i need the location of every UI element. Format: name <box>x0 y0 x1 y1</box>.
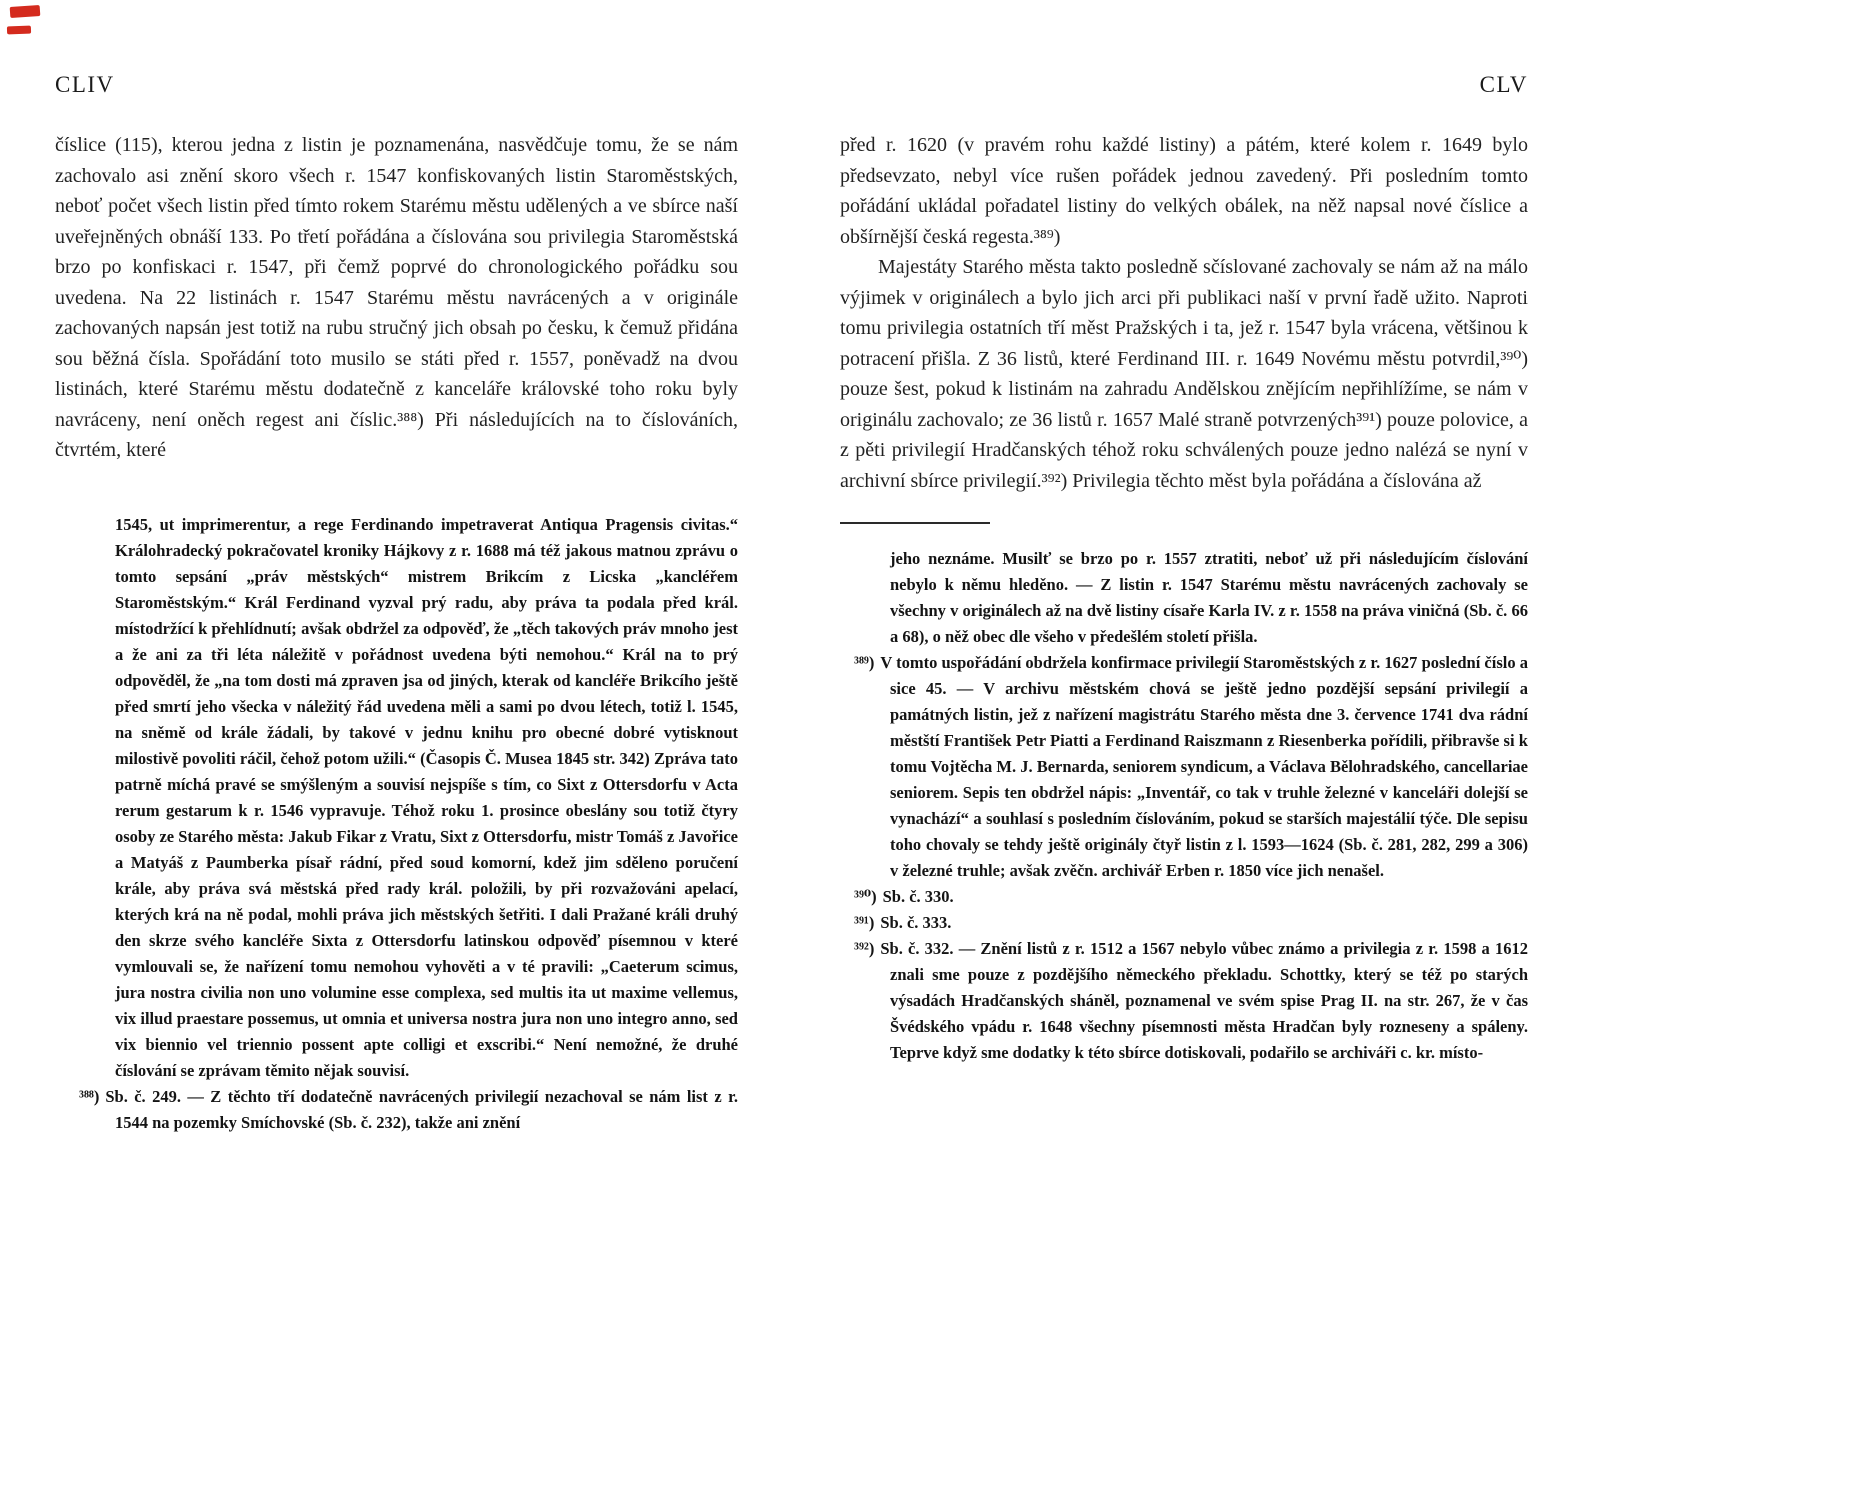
right-footnote-block <box>854 546 1528 1066</box>
right-body-paragraph-2: Majestáty Starého města takto posledně sčíslované zachovaly se nám až na málo výjimek v originálech a bylo jich arci při publikaci naší v první řadě užito. Naproti tomu privilegia ostatních tří měst Pražských i ta, jež r. 1547 byla vrácena, většinou k potracení přišla. Z 36 listů, které Ferdinand III. r. 1649 Novému městu potvrdil,³⁹⁰) pouze šest, pokud k listinám na zahradu Andělskou znějícím nepřihlížíme, se nám v originálu zachovalo; ze 36 listů r. 1657 Malé straně potvrzených³⁹¹) pouze polovice, a z pěti privilegií Hradčanských téhož roku schválených pouze jedno nalézá se nyní v archivní sbírce privilegií.³⁹²) Privilegia těchto měst byla pořádána a číslována až <box>840 256 1528 492</box>
left-body-paragraph: číslice (115), kterou jedna z listin je poznamenána, nasvědčuje tomu, že se nám zachovalo asi znění skoro všech r. 1547 konfiskovaných listin Staroměstských, neboť počet všech listin před tímto rokem Starému městu udělených a ve sbírce naší uveřejněných obnáší 133. Po třetí pořádána a číslována sou privilegia Staroměstská brzo po konfiskaci r. 1547, při čemž poprvé do chronologického pořádku sou uvedena. Na 22 listinách r. 1547 Starému městu navrácených a v originále zachovaných napsán jest totiž na rubu stručný jich obsah po česku, k čemuž přidána sou běžná čísla. Spořádání toto musilo se státi před r. 1557, poněvadž na dvou listinách, které Starému městu dodatečně z kanceláře královské toho roku byly navráceny, není oněch regest ani číslic.³⁸⁸) Při následujících na to číslováních, čtvrtém, které <box>55 134 738 461</box>
footnote-390 <box>854 884 1528 910</box>
footnote-text-389: V tomto uspořádání obdržela konfirmace privilegií Staroměstských z r. 1627 poslední číslo a sice 45. — V archivu městském chová se ještě jedno pozdější sepsání privilegií a památných listin, jež z nařízení magistrátu Starého města dne 3. července 1741 dva rádní městští František Petr Piatti a Ferdinand Raiszmann z Riesenberka pořídili, přibravše si k tomu Vojtěcha M. J. Bernarda, seniorem syndicum, a Václava Bělohradského, cancellariae seniorem. Sepis ten obdržel nápis: „Inventář, co tak v truhle železné v kanceláři dolejší se vynachází“ a souhlasí s posledním číslováním, pokud se starších majestálií týče. Dle sepisu toho chovaly se tehdy ještě originály čtyř listin z l. 1593—1624 (Sb. č. 281, 282, 299 a 306) v železné truhle; avšak zvěčn. archivář Erben r. 1850 více jich nenašel. <box>880 653 1528 880</box>
footnote-marker-390: ³⁹⁰) <box>854 887 877 906</box>
footnote-text-390: Sb. č. 330. <box>882 887 954 906</box>
footnote-388 <box>79 1084 738 1136</box>
footnote-continuation-left: 1545, ut imprimerentur, a rege Ferdinando impetraverat Antiqua Pragensis civitas.“ Králohradecký pokračovatel kroniky Hájkovy z r. 1688 má též jakous matnou zprávu o tomto sepsání „práv městských“ mistrem Brikcím z Licska „kancléřem Staroměstským.“ Král Ferdinand vyzval prý radu, aby práva ta podala před král. místodržící k přehlídnutí; avšak obdržel za odpověď, že „těch takových práv mnoho jest a že ani za tři léta náležitě v pořádnost uvedena býti nemohou.“ Král na to prý odpověděl, že „na tom dosti má zpraven jsa od jiných, kterak od kancléře Brikcího ještě před smrtí jeho všecka v náležitý řád uvedena měli a sami po dvou létech, totiž l. 1545, na sněmě od krále žádali, by takové v jednu knihu pro obecné dobré vytisknout milostivě povoliti ráčil, čehož potom užili.“ (Časopis Č. Musea 1845 str. 342) Zpráva tato patrně míchá pravé se smýšleným a souvisí nejspíše s tím, co Sixt z Ottersdorfu v Acta rerum gestarum k r. 1546 vypravuje. Téhož roku 1. prosince obeslány sou totiž čtyry osoby ze Starého města: Jakub Fikar z Vratu, Sixt z Ottersdorfu, mistr Tomáš z Javořice a Matyáš z Paumberka písař rádní, před soud komorní, kdež jim sděleno poručení krále, aby práva svá městská před rady král. položili, by při rozvažováni apelací, kterých krá na ně podal, mohli práva jich městských šetřiti. I dali Pražané králi druhý den skrze svého kancléře Sixta z Ottersdorfu latinskou odpověď písemnou v které vymlouvali se, že nařízení tomu nemohou vyhověti a v té pravili: „Caeterum scimus, jura nostra civilia non uno volumine esse complexa, sed multis ita ut maxime vellemus, vix illud praestare possemus, ut omnia et universa nostra jura non uno integro anno, sed vix biennio vel triennio possent apte colligi et exscribi.“ Není nemožné, že druhé číslování se zprávam těmito nějak souvisí. <box>115 514 738 1080</box>
right-page <box>840 0 1528 1066</box>
left-page <box>55 0 738 1136</box>
footnote-marker-388: ³⁸⁸) <box>79 1086 100 1106</box>
right-body-paragraph-1: před r. 1620 (v pravém rohu každé listiny) a pátém, které kolem r. 1649 bylo předsevzato, nebyl více rušen pořádek jednou zavedený. Při posledním tomto pořádání ukládal pořadatel listiny do velkých obálek, na něž napsal nové číslice a obšírnější česká regesta.³⁸⁹) <box>840 134 1528 248</box>
left-footnote-block <box>79 512 738 1136</box>
footnote-separator-rule <box>840 522 990 524</box>
footnote-391 <box>854 910 1528 936</box>
footnote-389 <box>854 650 1528 884</box>
footnote-text-392: Sb. č. 332. — Znění listů z r. 1512 a 1567 nebylo vůbec známo a privilegia z r. 1598 a 1612 znali sme pouze z pozdějšího německého překladu. Schottky, který se též po starých výsadách Hradčanských sháněl, poznamenal ve svém spise Prag II. na str. 267, že v čas Švédského vpádu r. 1648 všechny písemnosti města Hradčan byly rozneseny a spáleny. Teprve když sme dodatky k této sbírce dotiskovali, podařilo se archiváři c. kr. místo- <box>880 939 1528 1062</box>
footnote-392 <box>854 936 1528 1066</box>
footnote-separator-wrap <box>840 522 1528 524</box>
page-number-right: CLV <box>1479 72 1528 97</box>
red-pen-mark <box>7 26 31 35</box>
footnote-marker-392: ³⁹²) <box>854 939 875 958</box>
footnote-marker-389: ³⁸⁹) <box>854 653 875 672</box>
red-pen-mark <box>10 5 41 18</box>
footnote-text-388: Sb. č. 249. — Z těchto tří dodatečně navrácených privilegií nezachoval se nám list z r. 1544 na pozemky Smíchovské (Sb. č. 232), takže ani znění <box>105 1086 738 1132</box>
footnote-continuation-right: jeho neznáme. Musilť se brzo po r. 1557 ztratiti, neboť už při následujícím číslování nebylo k němu hleděno. — Z listin r. 1547 Starému městu navrácených zachovaly se všechny v originálech až na dvě listiny císaře Karla IV. z r. 1558 na práva viničná (Sb. č. 66 a 68), o něž obec dle všeho v předešlém století přišla. <box>890 549 1528 646</box>
footnote-text-391: Sb. č. 333. <box>880 913 952 932</box>
page-number-left: CLIV <box>55 72 115 97</box>
footnote-marker-391: ³⁹¹) <box>854 913 875 932</box>
